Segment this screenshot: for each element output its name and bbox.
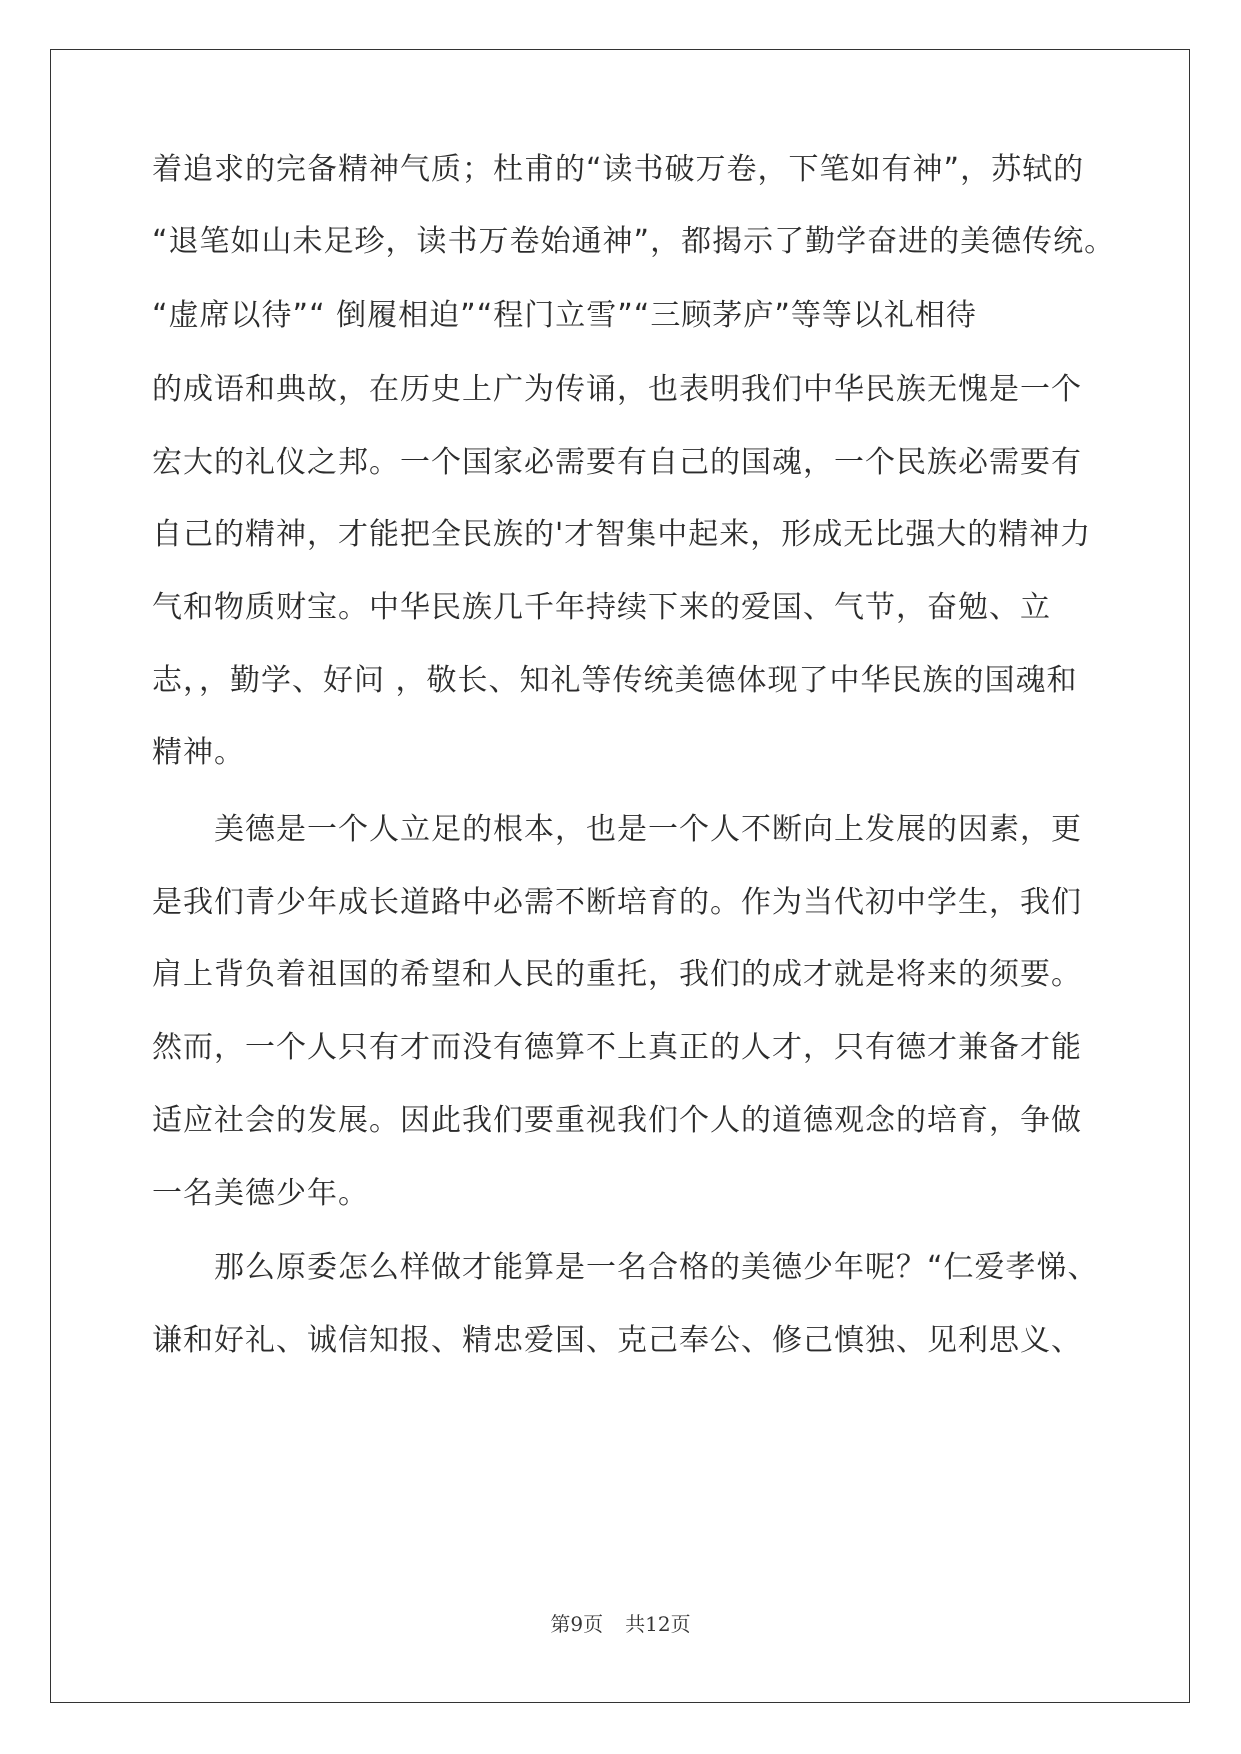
- body-line-2: “退笔如山未足珍，读书万卷始通神”，都揭示了勤学奋进的美德传统。: [152, 224, 1116, 259]
- body-line-10: 美德是一个人立足的根本，也是一个人不断向上发展的因素，更: [152, 812, 1082, 847]
- body-line-8: 志，，勤学、好问 ，敬长、知礼等传统美德体现了中华民族的国魂和: [152, 663, 1078, 698]
- page-number: 第9页: [550, 1612, 604, 1636]
- page-footer: [0, 1612, 1241, 1636]
- body-line-17: 谦和好礼、诚信知报、精忠爱国、克己奉公、修己慎独、见利思义、: [152, 1323, 1082, 1358]
- total-pages: 共12页: [625, 1612, 691, 1636]
- body-line-5: 宏大的礼仪之邦。一个国家必需要有自己的国魂，一个民族必需要有: [152, 445, 1082, 480]
- body-line-4: 的成语和典故，在历史上广为传诵，也表明我们中华民族无愧是一个: [152, 372, 1082, 407]
- body-line-1: 着追求的完备精神气质；杜甫的“读书破万卷，下笔如有神”，苏轼的: [152, 152, 1085, 187]
- body-line-3: “虚席以待”“ 倒履相迫”“程门立雪”“三顾茅庐”等等以礼相待: [152, 298, 977, 333]
- body-line-11: 是我们青少年成长道路中必需不断培育的。作为当代初中学生，我们: [152, 885, 1082, 920]
- body-line-9: 精神。: [152, 735, 245, 770]
- body-line-12: 肩上背负着祖国的希望和人民的重托，我们的成才就是将来的须要。: [152, 957, 1082, 992]
- body-line-13: 然而，一个人只有才而没有德算不上真正的人才，只有德才兼备才能: [152, 1030, 1082, 1065]
- body-line-7: 气和物质财宝。中华民族几千年持续下来的爱国、气节，奋勉、立: [152, 590, 1051, 625]
- body-line-16: 那么原委怎么样做才能算是一名合格的美德少年呢？“仁爱孝悌、: [152, 1250, 1099, 1285]
- body-line-6: 自己的精神，才能把全民族的'才智集中起来，形成无比强大的精神力: [152, 517, 1092, 552]
- body-line-15: 一名美德少年。: [152, 1176, 369, 1211]
- body-line-14: 适应社会的发展。因此我们要重视我们个人的道德观念的培育，争做: [152, 1103, 1082, 1138]
